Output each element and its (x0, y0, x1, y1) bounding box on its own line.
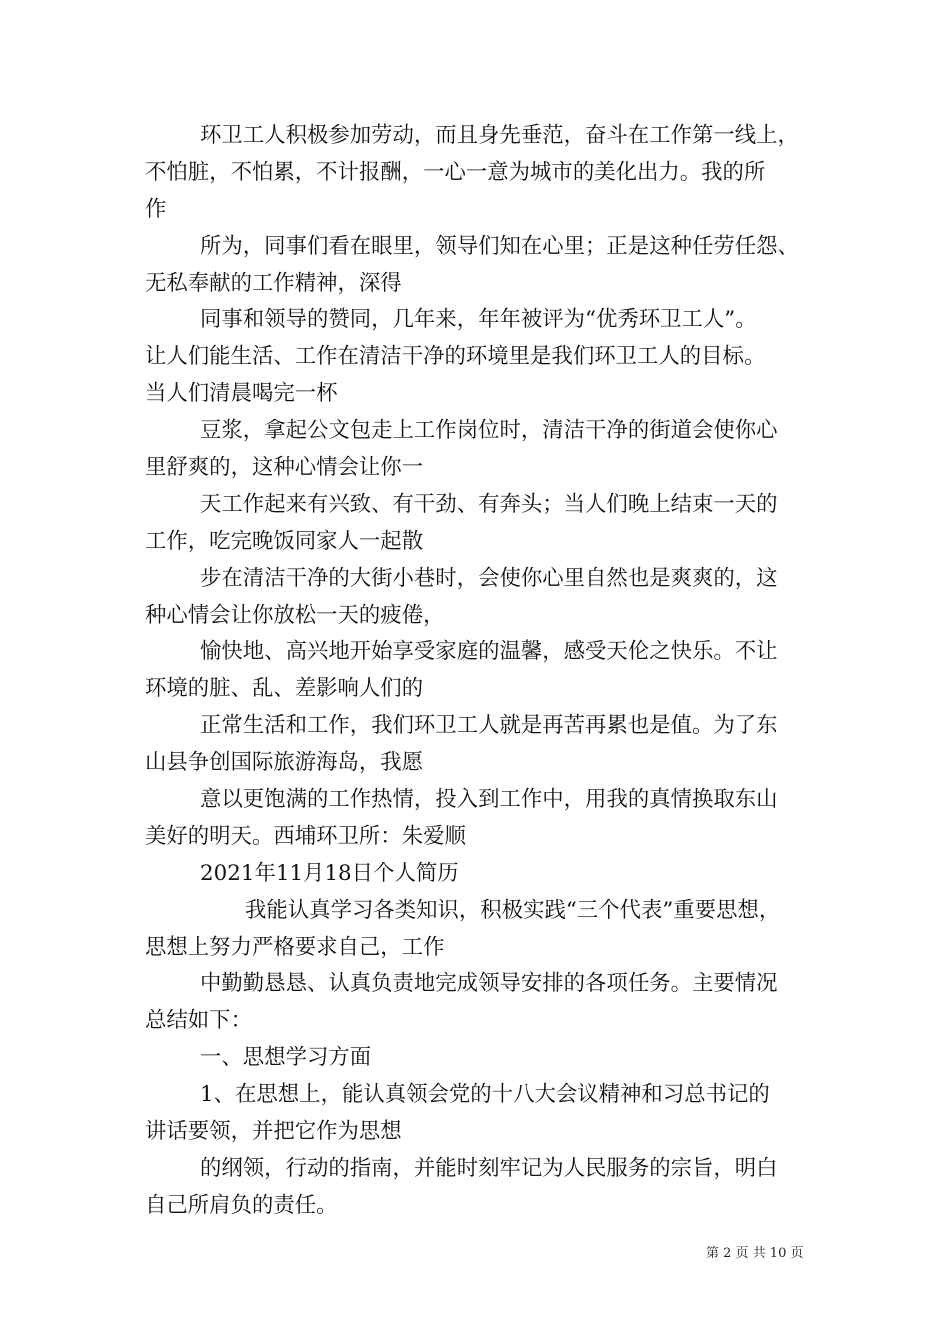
text-line: 山县争创国际旅游海岛，我愿 (145, 750, 424, 776)
text-line: 的纲领，行动的指南，并能时刻牢记为人民服务的宗旨，明白 (200, 1155, 778, 1181)
text-line: 1、在思想上，能认真领会党的十八大会议精神和习总书记的 (200, 1082, 770, 1108)
text-line: 同事和领导的赞同，几年来，年年被评为“优秀环卫工人”。 (200, 307, 757, 333)
text-line: 环境的脏、乱、差影响人们的 (145, 676, 424, 702)
text-line: 总结如下： (145, 1008, 252, 1034)
text-line: 天工作起来有兴致、有干劲、有奔头；当人们晚上结束一天的 (200, 491, 778, 517)
text-line: 让人们能生活、工作在清洁干净的环境里是我们环卫工人的目标。 (145, 344, 766, 370)
text-line: 思想上努力严格要求自己，工作 (145, 934, 445, 960)
text-line: 环卫工人积极参加劳动，而且身先垂范，奋斗在工作第一线上， (200, 123, 799, 148)
text-line: 愉快地、高兴地开始享受家庭的温馨，感受天伦之快乐。不让 (200, 639, 778, 665)
text-line: 不怕脏，不怕累，不计报酬，一心一意为城市的美化出力。我的所 (145, 159, 766, 185)
text-line: 豆浆，拿起公文包走上工作岗位时，清洁干净的街道会使你心 (200, 418, 778, 444)
text-line: 里舒爽的，这种心情会让你一 (145, 455, 424, 481)
text-line: 意以更饱满的工作热情，投入到工作中，用我的真情换取东山 (200, 787, 778, 813)
text-line: 步在清洁干净的大街小巷时，会使你心里自然也是爽爽的，这 (200, 565, 778, 591)
text-line: 当人们清晨喝完一杯 (145, 381, 338, 407)
page-number-label: 第 2 页 共 10 页 (706, 1246, 804, 1261)
text-line: 美好的明天。西埔环卫所：朱爱顺 (145, 823, 466, 849)
text-line: 无私奉献的工作精神，深得 (145, 270, 402, 296)
section-heading: 一、思想学习方面 (200, 1045, 372, 1071)
text-line: 我能认真学习各类知识，积极实践“三个代表”重要思想， (245, 897, 781, 923)
text-line: 作 (145, 196, 167, 222)
text-line: 自己所肩负的责任。 (145, 1192, 338, 1218)
text-line: 中勤勤恳恳、认真负责地完成领导安排的各项任务。主要情况 (200, 971, 778, 997)
document-body (145, 118, 825, 1225)
page-number-footer (706, 1245, 803, 1263)
text-line: 种心情会让你放松一天的疲倦， (145, 602, 445, 628)
date-line: 2021年11月18日个人简历 (200, 860, 459, 886)
text-line: 所为，同事们看在眼里，领导们知在心里；正是这种任劳任怨、 (200, 233, 799, 259)
text-line: 工作，吃完晚饭同家人一起散 (145, 528, 424, 554)
text-line: 正常生活和工作，我们环卫工人就是再苦再累也是值。为了东 (200, 713, 778, 739)
text-line: 讲话要领，并把它作为思想 (145, 1119, 402, 1145)
